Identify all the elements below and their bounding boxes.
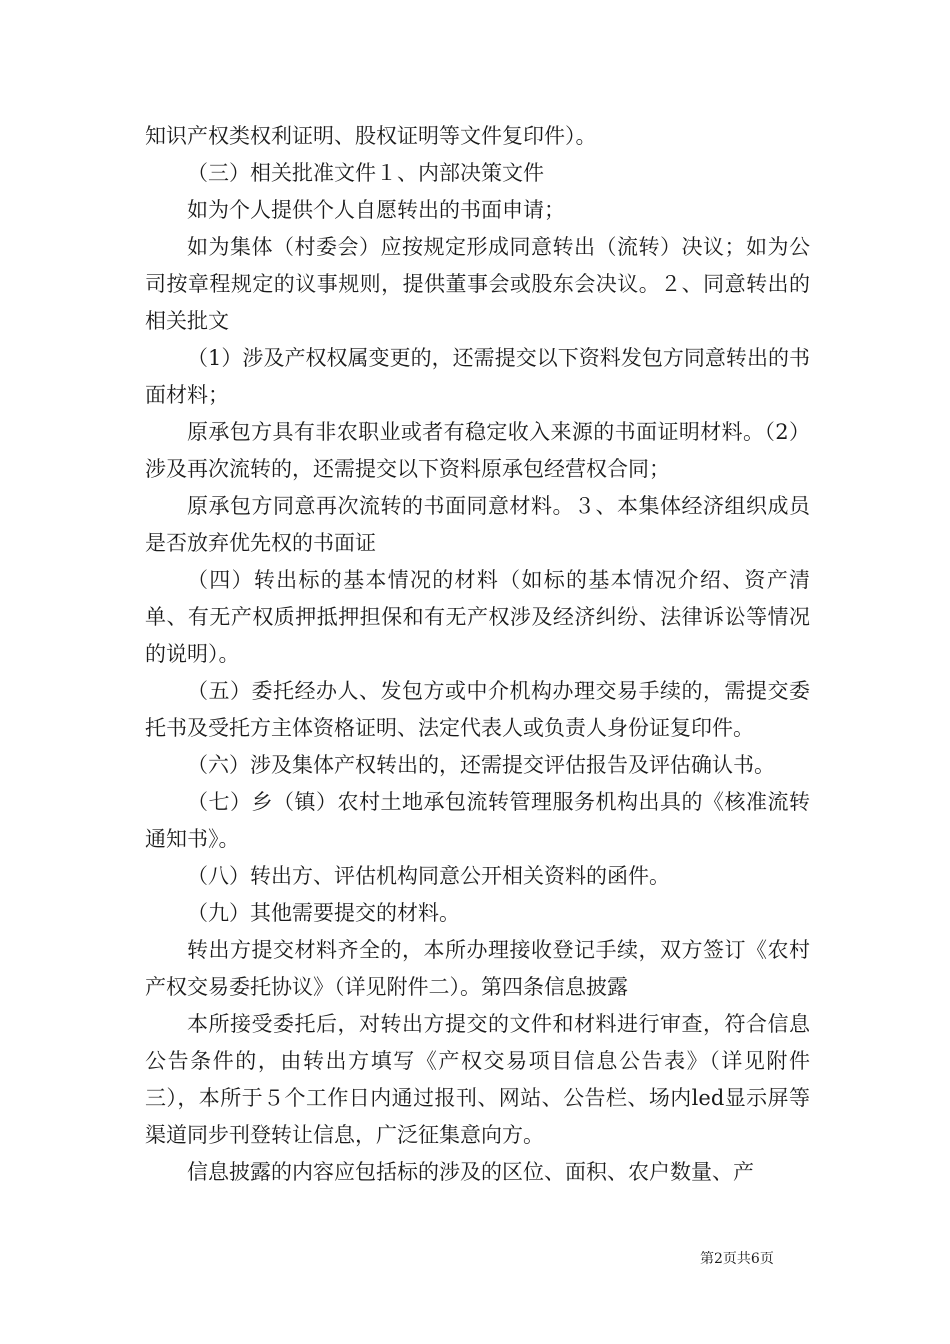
- paragraph: 原承包方具有非农职业或者有稳定收入来源的书面证明材料。（2）涉及再次流转的，还需提交以下资料原承包经营权合同；: [145, 420, 810, 481]
- paragraph: 信息披露的内容应包括标的涉及的区位、面积、农户数量、产: [187, 1160, 754, 1184]
- paragraph: （七）乡（镇）农村土地承包流转管理服务机构出具的《核准流转通知书》。: [145, 790, 810, 851]
- paragraph: 转出方提交材料齐全的，本所办理接收登记手续，双方签订《农村产权交易委托协议》（详见附件二）。第四条信息披露: [145, 938, 810, 999]
- paragraph: （三）相关批准文件１、内部决策文件: [187, 161, 544, 185]
- document-body: [145, 118, 810, 1191]
- paragraph: （六）涉及集体产权转出的，还需提交评估报告及评估确认书。: [187, 753, 775, 777]
- paragraph: （九）其他需要提交的材料。: [187, 901, 460, 925]
- paragraph: （四）转出标的基本情况的材料（如标的基本情况介绍、资产清单、有无产权质押抵押担保和有无产权涉及经济纠纷、法律诉讼等情况的说明）。: [145, 568, 810, 666]
- paragraph: 知识产权类权利证明、股权证明等文件复印件）。: [145, 124, 597, 148]
- paragraph: （1）涉及产权权属变更的，还需提交以下资料发包方同意转出的书面材料；: [145, 346, 810, 407]
- paragraph: （五）委托经办人、发包方或中介机构办理交易手续的，需提交委托书及受托方主体资格证明、法定代表人或负责人身份证复印件。: [145, 679, 810, 740]
- page-number: 第2页共6页: [700, 1251, 774, 1267]
- paragraph: 本所接受委托后，对转出方提交的文件和材料进行审查，符合信息公告条件的，由转出方填写《产权交易项目信息公告表》（详见附件三），本所于５个工作日内通过报刊、网站、公告栏、场内led显示屏等渠道同步刊登转让信息，广泛征集意向方。: [145, 1012, 810, 1147]
- paragraph: 如为个人提供个人自愿转出的书面申请；: [187, 198, 565, 222]
- paragraph: （八）转出方、评估机构同意公开相关资料的函件。: [187, 864, 670, 888]
- paragraph: 如为集体（村委会）应按规定形成同意转出（流转）决议；如为公司按章程规定的议事规则，提供董事会或股东会决议。２、同意转出的相关批文: [145, 235, 810, 333]
- paragraph: 原承包方同意再次流转的书面同意材料。３、本集体经济组织成员是否放弃优先权的书面证: [145, 494, 810, 555]
